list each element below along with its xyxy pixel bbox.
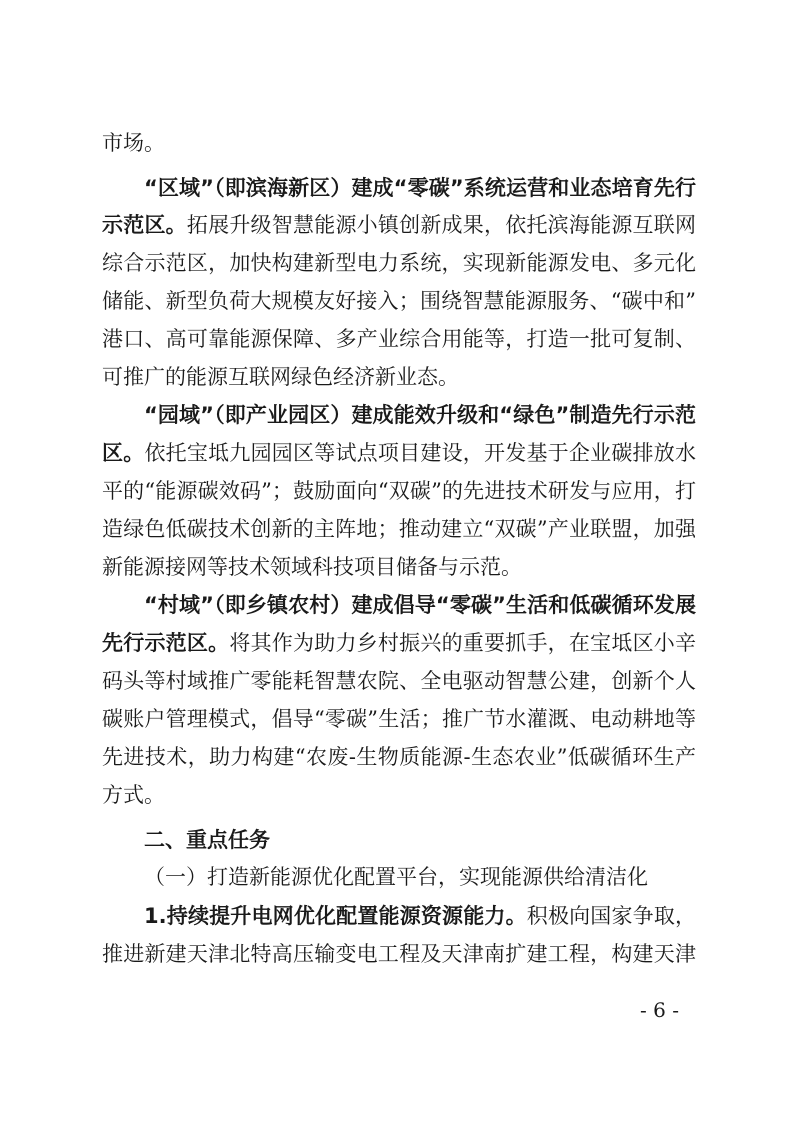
paragraph-line <box>144 400 696 430</box>
body-text: 将其作为助力乡村振兴的重要抓手，在宝坻区小辛 <box>229 631 697 655</box>
paragraph-line <box>102 780 696 810</box>
body-text: 方式。 <box>102 783 165 807</box>
body-text: 综合示范区，加快构建新型电力系统，实现新能源发电、多元化 <box>102 251 696 275</box>
paragraph-line <box>102 286 696 316</box>
body-text: 推进新建天津北特高压输变电工程及天津南扩建工程，构建天津 <box>102 942 696 966</box>
paragraph-line <box>102 704 696 734</box>
body-text: 积极向国家争取， <box>526 904 696 928</box>
bold-lead: “园域”（即产业园区）建成能效升级和“绿色”制造先行示范 <box>144 403 696 427</box>
paragraph-line <box>102 324 696 354</box>
body-text: 码头等村域推广零能耗智慧农院、全电驱动智慧公建，创新个人 <box>102 669 696 693</box>
paragraph-line <box>144 590 696 620</box>
body-text: 依托宝坻九园园区等试点项目建设，开发基于企业碳排放水 <box>144 441 697 465</box>
bold-lead: 区。 <box>102 441 145 465</box>
paragraph-line <box>102 210 696 240</box>
paragraph-line <box>102 438 696 468</box>
paragraph-line <box>102 742 696 772</box>
bold-lead: “村域”（即乡镇农村）建成倡导“零碳”生活和低碳循环发展 <box>144 593 696 617</box>
body-text: 新能源接网等技术领域科技项目储备与示范。 <box>102 555 522 579</box>
paragraph-line: 市场。 <box>102 131 165 155</box>
bold-lead: 先行示范区。 <box>102 631 230 655</box>
paragraph-line <box>102 476 696 506</box>
body-text: 储能、新型负荷大规模友好接入；围绕智慧能源服务、“碳中和” <box>102 289 696 313</box>
page-number: - 6 - <box>640 998 679 1022</box>
paragraph-line <box>102 514 696 544</box>
subsection-heading: （一）打造新能源优化配置平台，实现能源供给清洁化 <box>144 865 648 889</box>
paragraph-line <box>102 666 696 696</box>
body-text: 平的“能源碳效码”；鼓励面向“双碳”的先进技术研发与应用，打 <box>102 479 696 503</box>
bold-lead: 示范区。 <box>102 213 187 237</box>
body-text: 先进技术，助力构建“农废-生物质能源-生态农业”低碳循环生产 <box>102 745 696 769</box>
body-text: 可推广的能源互联网绿色经济新业态。 <box>102 365 459 389</box>
body-text: 碳账户管理模式，倡导“零碳”生活；推广节水灌溉、电动耕地等 <box>102 707 696 731</box>
paragraph-line <box>102 939 696 969</box>
body-text: 拓展升级智慧能源小镇创新成果，依托滨海能源互联网 <box>186 213 696 237</box>
section-heading: 二、重点任务 <box>144 828 270 852</box>
paragraph-line <box>102 362 696 392</box>
bold-lead: 1.持续提升电网优化配置能源资源能力。 <box>144 904 527 928</box>
bold-lead: “区域”（即滨海新区）建成“零碳”系统运营和业态培育先行 <box>144 176 696 200</box>
paragraph-line <box>144 173 696 203</box>
body-text: 造绿色低碳技术创新的主阵地；推动建立“双碳”产业联盟，加强 <box>102 517 696 541</box>
paragraph-line <box>144 901 696 931</box>
paragraph-line <box>102 248 696 278</box>
body-text: 港口、高可靠能源保障、多产业综合用能等，打造一批可复制、 <box>102 327 696 351</box>
paragraph-line <box>102 628 696 658</box>
paragraph-line <box>102 552 696 582</box>
